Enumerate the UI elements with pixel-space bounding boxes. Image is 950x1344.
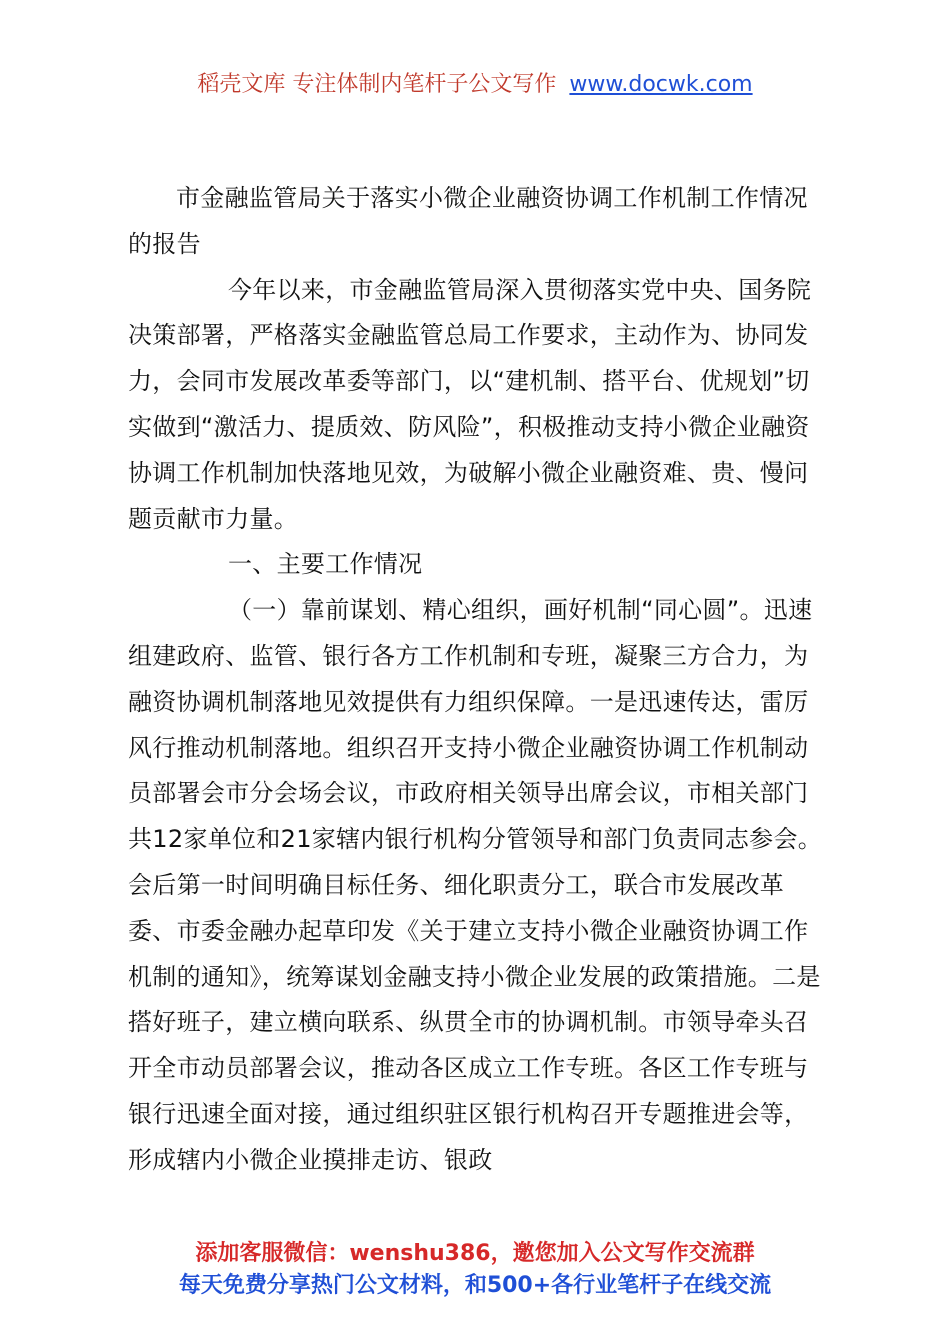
body-paragraph: （一）靠前谋划、精心组织，画好机制“同心圆”。迅速组建政府、监管、银行各方工作机制和专班，凝聚三方合力，为融资协调机制落地见效提供有力组织保障。一是迅速传达，雷厉风行推动机制落地。组织召开支持小微企业融资协调工作机制动员部署会市分会场会议，市政府相关领导出席会议，市相关部门共12家单位和21家辖内银行机构分管领导和部门负责同志参会。会后第一时间明确目标任务、细化职责分工，联合市发展改革委、市委金融办起草印发《关于建立支持小微企业融资协调工作机制的通知》，统筹谋划金融支持小微企业发展的政策措施。二是搭好班子，建立横向联系、纵贯全市的协调机制。市领导牵头召开全市动员部署会议，推动各区成立工作专班。各区工作专班与银行迅速全面对接，通过组织驻区银行机构召开专题推进会等，形成辖内小微企业摸排走访、银政 — [128, 596, 823, 1174]
site-header — [0, 70, 950, 100]
document-body — [128, 176, 828, 1184]
footer-share-line: 每天免费分享热门公文材料，和500+各行业笔杆子在线交流 — [178, 1273, 772, 1298]
intro-paragraph: 今年以来，市金融监管局深入贯彻落实党中央、国务院决策部署，严格落实金融监管总局工作要求，主动作为、协同发力，会同市发展改革委等部门，以“建机制、搭平台、优规划”切实做到“激活力、提质效、防风险”，积极推动支持小微企业融资协调工作机制加快落地见效，为破解小微企业融资难、贵、慢问题贡献市力量。 — [128, 275, 812, 533]
footer-wechat-line: 添加客服微信：wenshu386，邀您加入公文写作交流群 — [195, 1241, 755, 1266]
section-heading: 一、主要工作情况 — [228, 550, 423, 579]
promo-footer — [0, 1238, 950, 1302]
document-title: 市金融监管局关于落实小微企业融资协调工作机制工作情况的报告 — [128, 184, 808, 258]
header-slogan: 稻壳文库 专注体制内笔杆子公文写作 — [197, 72, 557, 97]
site-link[interactable]: www.docwk.com — [569, 72, 753, 97]
